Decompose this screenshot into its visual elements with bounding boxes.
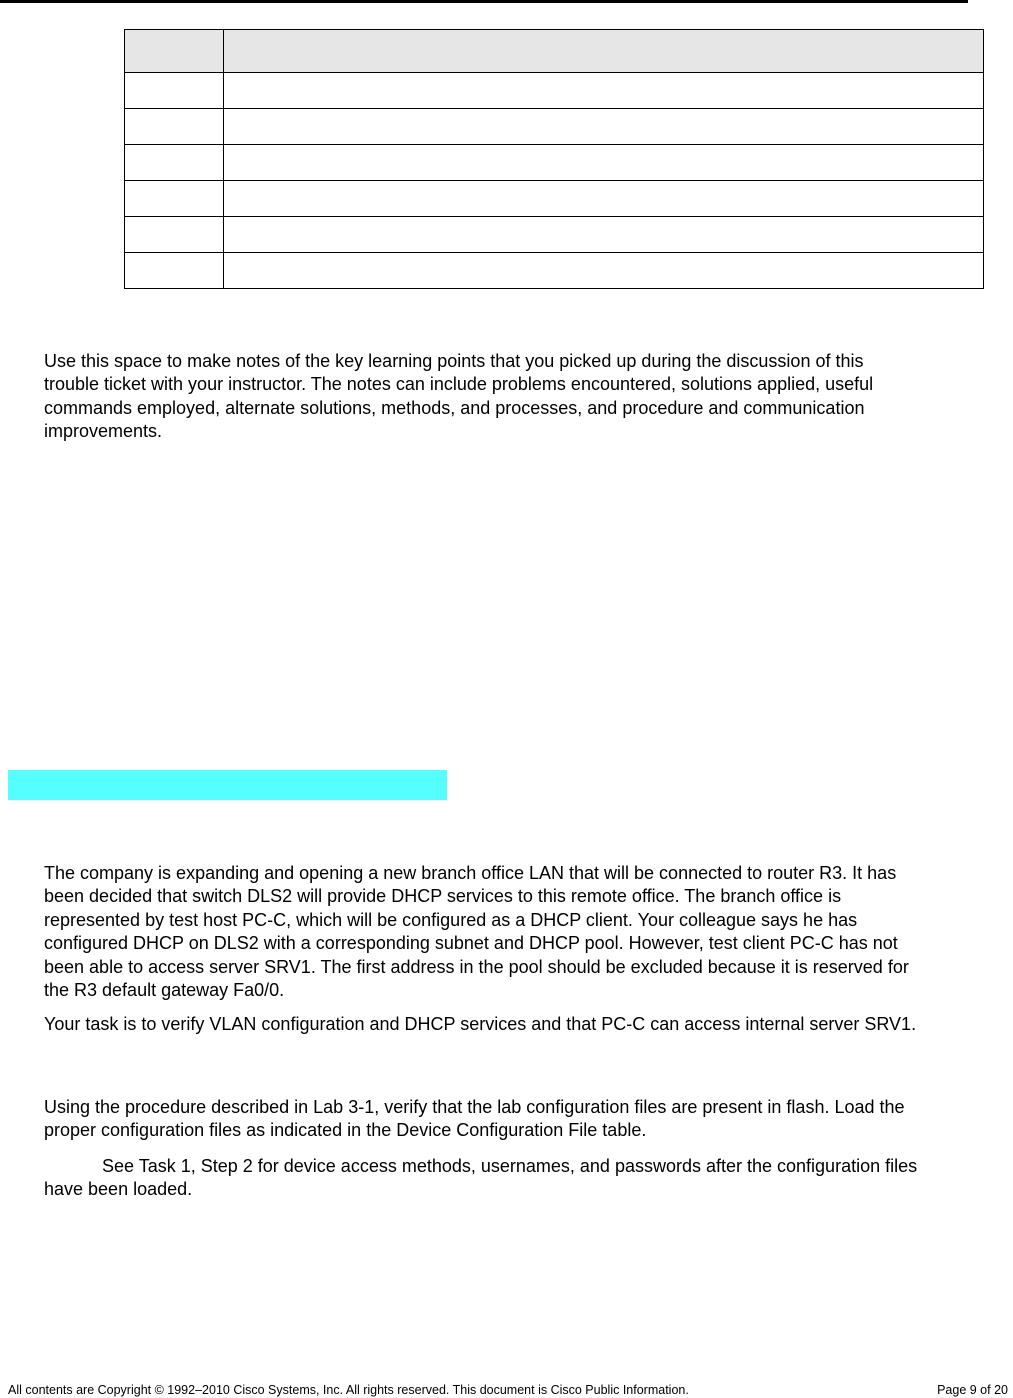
note-paragraph — [44, 1155, 917, 1202]
text-line: proper configuration files as indicated in the Device Configuration File table. — [44, 1120, 647, 1141]
scenario-paragraph — [44, 862, 909, 1002]
table-row — [125, 217, 984, 253]
table-cell — [224, 217, 984, 253]
table-cell — [125, 145, 224, 181]
table-cell — [125, 109, 224, 145]
table-row — [125, 253, 984, 289]
table-cell — [224, 145, 984, 181]
copyright-notice: All contents are Copyright © 1992–2010 Cisco Systems, Inc. All rights reserved. This document is Cisco Public Information. — [8, 1383, 689, 1397]
text-line: have been loaded. — [44, 1179, 193, 1200]
text-line: commands employed, alternate solutions, methods, and processes, and procedure and communication — [44, 397, 865, 418]
table-cell — [125, 181, 224, 217]
table-header-cell — [224, 30, 984, 73]
table-row — [125, 73, 984, 109]
table-cell — [125, 73, 224, 109]
text-line: improvements. — [44, 421, 163, 442]
text-line: been decided that switch DLS2 will provide DHCP services to this remote office. The branch office is — [44, 886, 842, 907]
table-cell — [125, 217, 224, 253]
page-number: Page 9 of 20 — [937, 1383, 1008, 1397]
text-line: Your task is to verify VLAN configuration and DHCP services and that PC-C can access internal server SRV1. — [44, 1014, 917, 1034]
table-row — [125, 181, 984, 217]
text-line: trouble ticket with your instructor. The notes can include problems encountered, solutions applied, useful — [44, 374, 874, 395]
table-row — [125, 145, 984, 181]
text-line: Use this space to make notes of the key learning points that you picked up during the discussion of this — [44, 351, 864, 371]
table-cell — [224, 181, 984, 217]
highlighted-heading-bar — [8, 770, 447, 800]
table-cell — [224, 73, 984, 109]
text-line: The company is expanding and opening a new branch office LAN that will be connected to router R3. It has — [44, 863, 897, 883]
text-line: configured DHCP on DLS2 with a corresponding subnet and DHCP pool. However, test client PC-C has not — [44, 933, 898, 954]
notes-intro-paragraph — [44, 350, 873, 444]
table-header-row — [125, 30, 984, 73]
table-header-cell — [125, 30, 224, 73]
load-config-paragraph — [44, 1096, 905, 1143]
table-cell — [224, 109, 984, 145]
text-line: See Task 1, Step 2 for device access methods, usernames, and passwords after the configuration files — [102, 1156, 918, 1176]
table-cell — [224, 253, 984, 289]
text-line: represented by test host PC-C, which will be configured as a DHCP client. Your colleague says he has — [44, 909, 858, 930]
table-cell — [125, 253, 224, 289]
table-row — [125, 109, 984, 145]
text-line: been able to access server SRV1. The first address in the pool should be excluded because it is reserved for — [44, 956, 909, 977]
text-line: Using the procedure described in Lab 3-1, verify that the lab configuration files are present in flash. Load the — [44, 1097, 905, 1117]
page-footer — [8, 1382, 1008, 1398]
top-rule — [0, 0, 968, 3]
task-paragraph — [44, 1013, 916, 1036]
text-line: the R3 default gateway Fa0/0. — [44, 980, 285, 1001]
record-table — [124, 29, 984, 289]
